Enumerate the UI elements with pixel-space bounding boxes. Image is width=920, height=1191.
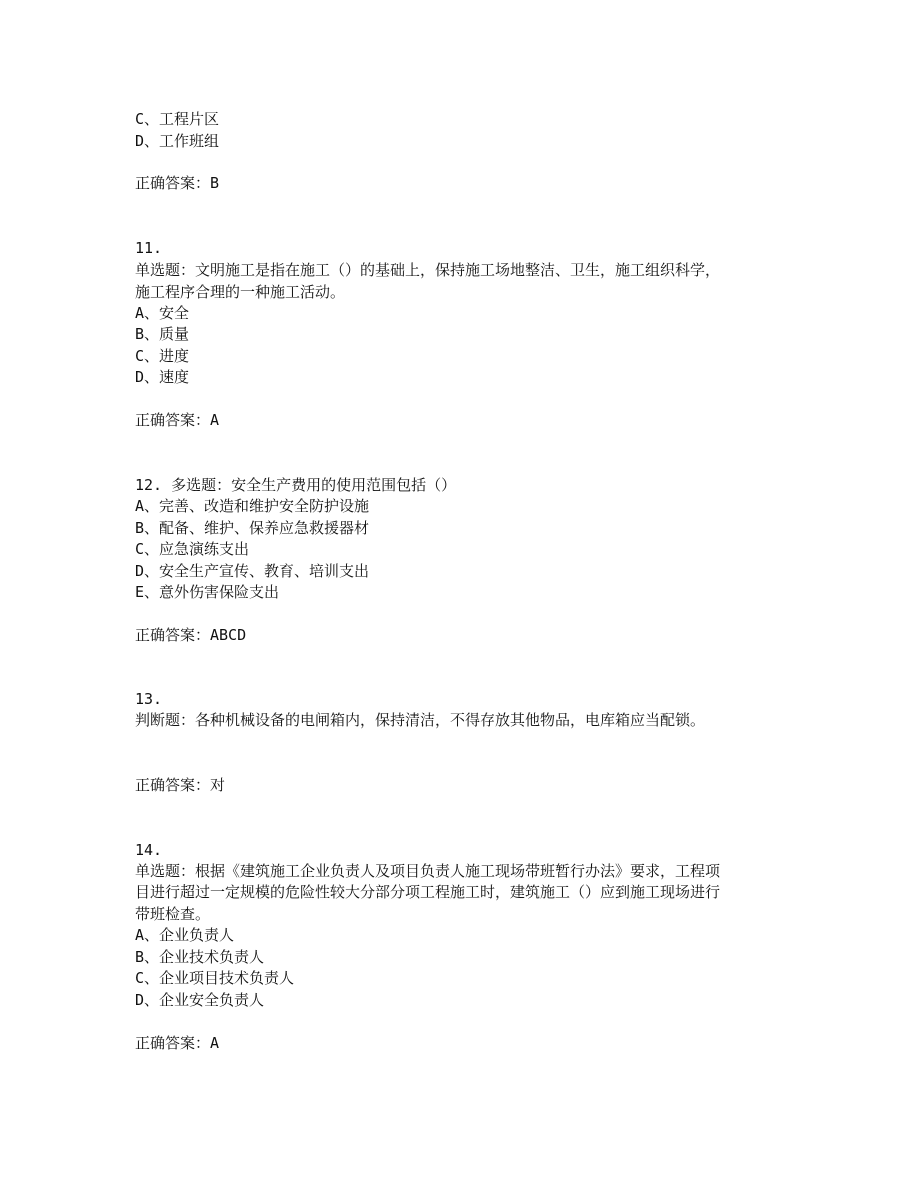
option-a: A、完善、改造和维护安全防护设施	[135, 497, 370, 515]
answer: 正确答案：A	[135, 1034, 220, 1052]
option-c: C、工程片区	[135, 110, 220, 128]
answer: 正确答案：对	[135, 776, 226, 794]
question-text: 施工程序合理的一种施工活动。	[135, 283, 346, 301]
question-text: 目进行超过一定规模的危险性较大分部分项工程施工时，建筑施工（）应到施工现场进行	[135, 883, 721, 901]
option-d: D、安全生产宣传、教育、培训支出	[135, 562, 370, 580]
option-c: C、应急演练支出	[135, 540, 250, 558]
question-text: 单选题：根据《建筑施工企业负责人及项目负责人施工现场带班暂行办法》要求，工程项	[135, 862, 721, 880]
question-text: 单选题：文明施工是指在施工（）的基础上，保持施工场地整洁、卫生，施工组织科学，	[135, 261, 721, 279]
answer: 正确答案：ABCD	[135, 626, 247, 644]
option-d: D、企业安全负责人	[135, 991, 265, 1009]
option-a: A、安全	[135, 304, 190, 322]
option-c: C、企业项目技术负责人	[135, 969, 295, 987]
option-e: E、意外伤害保险支出	[135, 583, 280, 601]
question-number: 13.	[135, 690, 163, 708]
answer: 正确答案：B	[135, 174, 220, 192]
option-c: C、进度	[135, 347, 190, 365]
option-b: B、配备、维护、保养应急救援器材	[135, 519, 370, 537]
answer: 正确答案：A	[135, 411, 220, 429]
question-number: 14.	[135, 841, 163, 859]
option-a: A、企业负责人	[135, 926, 235, 944]
question-text: 判断题：各种机械设备的电闸箱内，保持清洁，不得存放其他物品，电库箱应当配锁。	[135, 711, 706, 729]
option-d: D、速度	[135, 368, 190, 386]
question-text: 带班检查。	[135, 905, 211, 923]
option-d: D、工作班组	[135, 132, 220, 150]
question-number: 11.	[135, 239, 163, 257]
question-text: 12. 多选题：安全生产费用的使用范围包括（）	[135, 476, 457, 494]
option-b: B、企业技术负责人	[135, 948, 265, 966]
option-b: B、质量	[135, 325, 190, 343]
